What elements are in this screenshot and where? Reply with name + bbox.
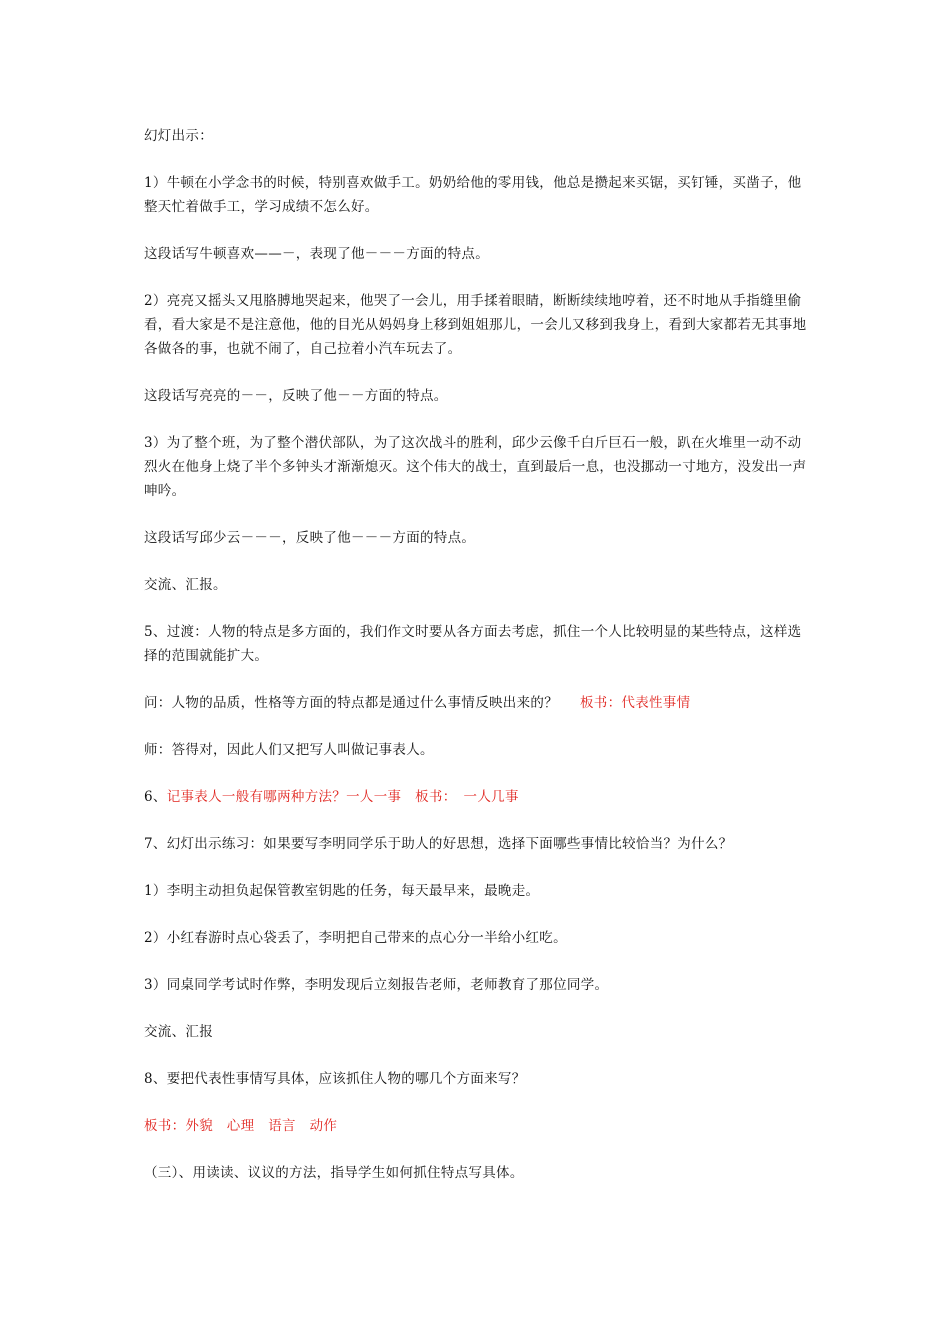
paragraph-newton: 1）牛顿在小学念书的时候，特别喜欢做手工。奶奶给他的零用钱，他总是攒起来买锯，买钉锤，买凿子，他整天忙着做手工，学习成绩不怎么好。 [144,175,802,215]
paragraph-liangliang: 2）亮亮又摇头又甩胳膊地哭起来，他哭了一会儿，用手揉着眼睛，断断续续地哼着，还不时地从手指缝里偷看，看大家是不是注意他，他的目光从妈妈身上移到姐姐那儿，一会儿又移到我身上，看到大家都若无其事地各做各的事，也就不闹了，自己拉着小汽车玩去了。 [144,293,807,357]
paragraph-section-three: （三）、用读读、议议的方法，指导学生如何抓住特点写具体。 [144,1165,524,1181]
document-body [144,124,814,1208]
paragraph-newton-question: 这段话写牛顿喜欢——－，表现了他－－－方面的特点。 [144,246,489,262]
paragraph-teacher-answer: 师：答得对，因此人们又把写人叫做记事表人。 [144,742,434,758]
paragraph-liangliang-question: 这段话写亮亮的－－，反映了他－－方面的特点。 [144,388,448,404]
item-number: 6、 [144,789,167,805]
paragraph-qiushaoyun: 3）为了整个班，为了整个潜伏部队，为了这次战斗的胜利，邱少云像千白斤巨石一般，趴在火堆里一动不动烈火在他身上烧了半个多钟头才渐渐熄灭。这个伟大的战士，直到最后一息，也没挪动一寸地方，没发出一声呻吟。 [144,435,807,499]
paragraph-slide-show: 幻灯出示： [144,128,213,144]
paragraph-discussion-2: 交流、汇报 [144,1024,213,1040]
board-note-representative-events: 板书：代表性事情 [580,695,691,711]
paragraph-qiushaoyun-question: 这段话写邱少云－－－，反映了他－－－方面的特点。 [144,530,476,546]
paragraph-exercise: 7、幻灯出示练习：如果要写李明同学乐于助人的好思想，选择下面哪些事情比较恰当？为什么？ [144,836,733,852]
paragraph-transition: 5、过渡：人物的特点是多方面的，我们作文时要从各方面去考虑，抓住一个人比较明显的某些特点，这样选择的范围就能扩大。 [144,624,802,664]
question-text: 问：人物的品质，性格等方面的特点都是通过什么事情反映出来的？ [144,695,558,711]
paragraph-discussion: 交流、汇报。 [144,577,227,593]
paragraph-option-1: 1）李明主动担负起保管教室钥匙的任务，每天最早来，最晚走。 [144,883,540,899]
board-note-aspects: 板书：外貌 心理 语言 动作 [144,1118,338,1134]
paragraph-option-2: 2）小红春游时点心袋丢了，李明把自己带来的点心分一半给小红吃。 [144,930,567,946]
paragraph-question-events [144,691,814,715]
paragraph-option-3: 3）同桌同学考试时作弊，李明发现后立刻报告老师，老师教育了那位同学。 [144,977,609,993]
paragraph-methods [144,785,814,809]
board-note-methods: 记事表人一般有哪两种方法？一人一事 板书： 一人几事 [166,789,519,805]
paragraph-aspects: 8、要把代表性事情写具体，应该抓住人物的哪几个方面来写？ [144,1071,526,1087]
